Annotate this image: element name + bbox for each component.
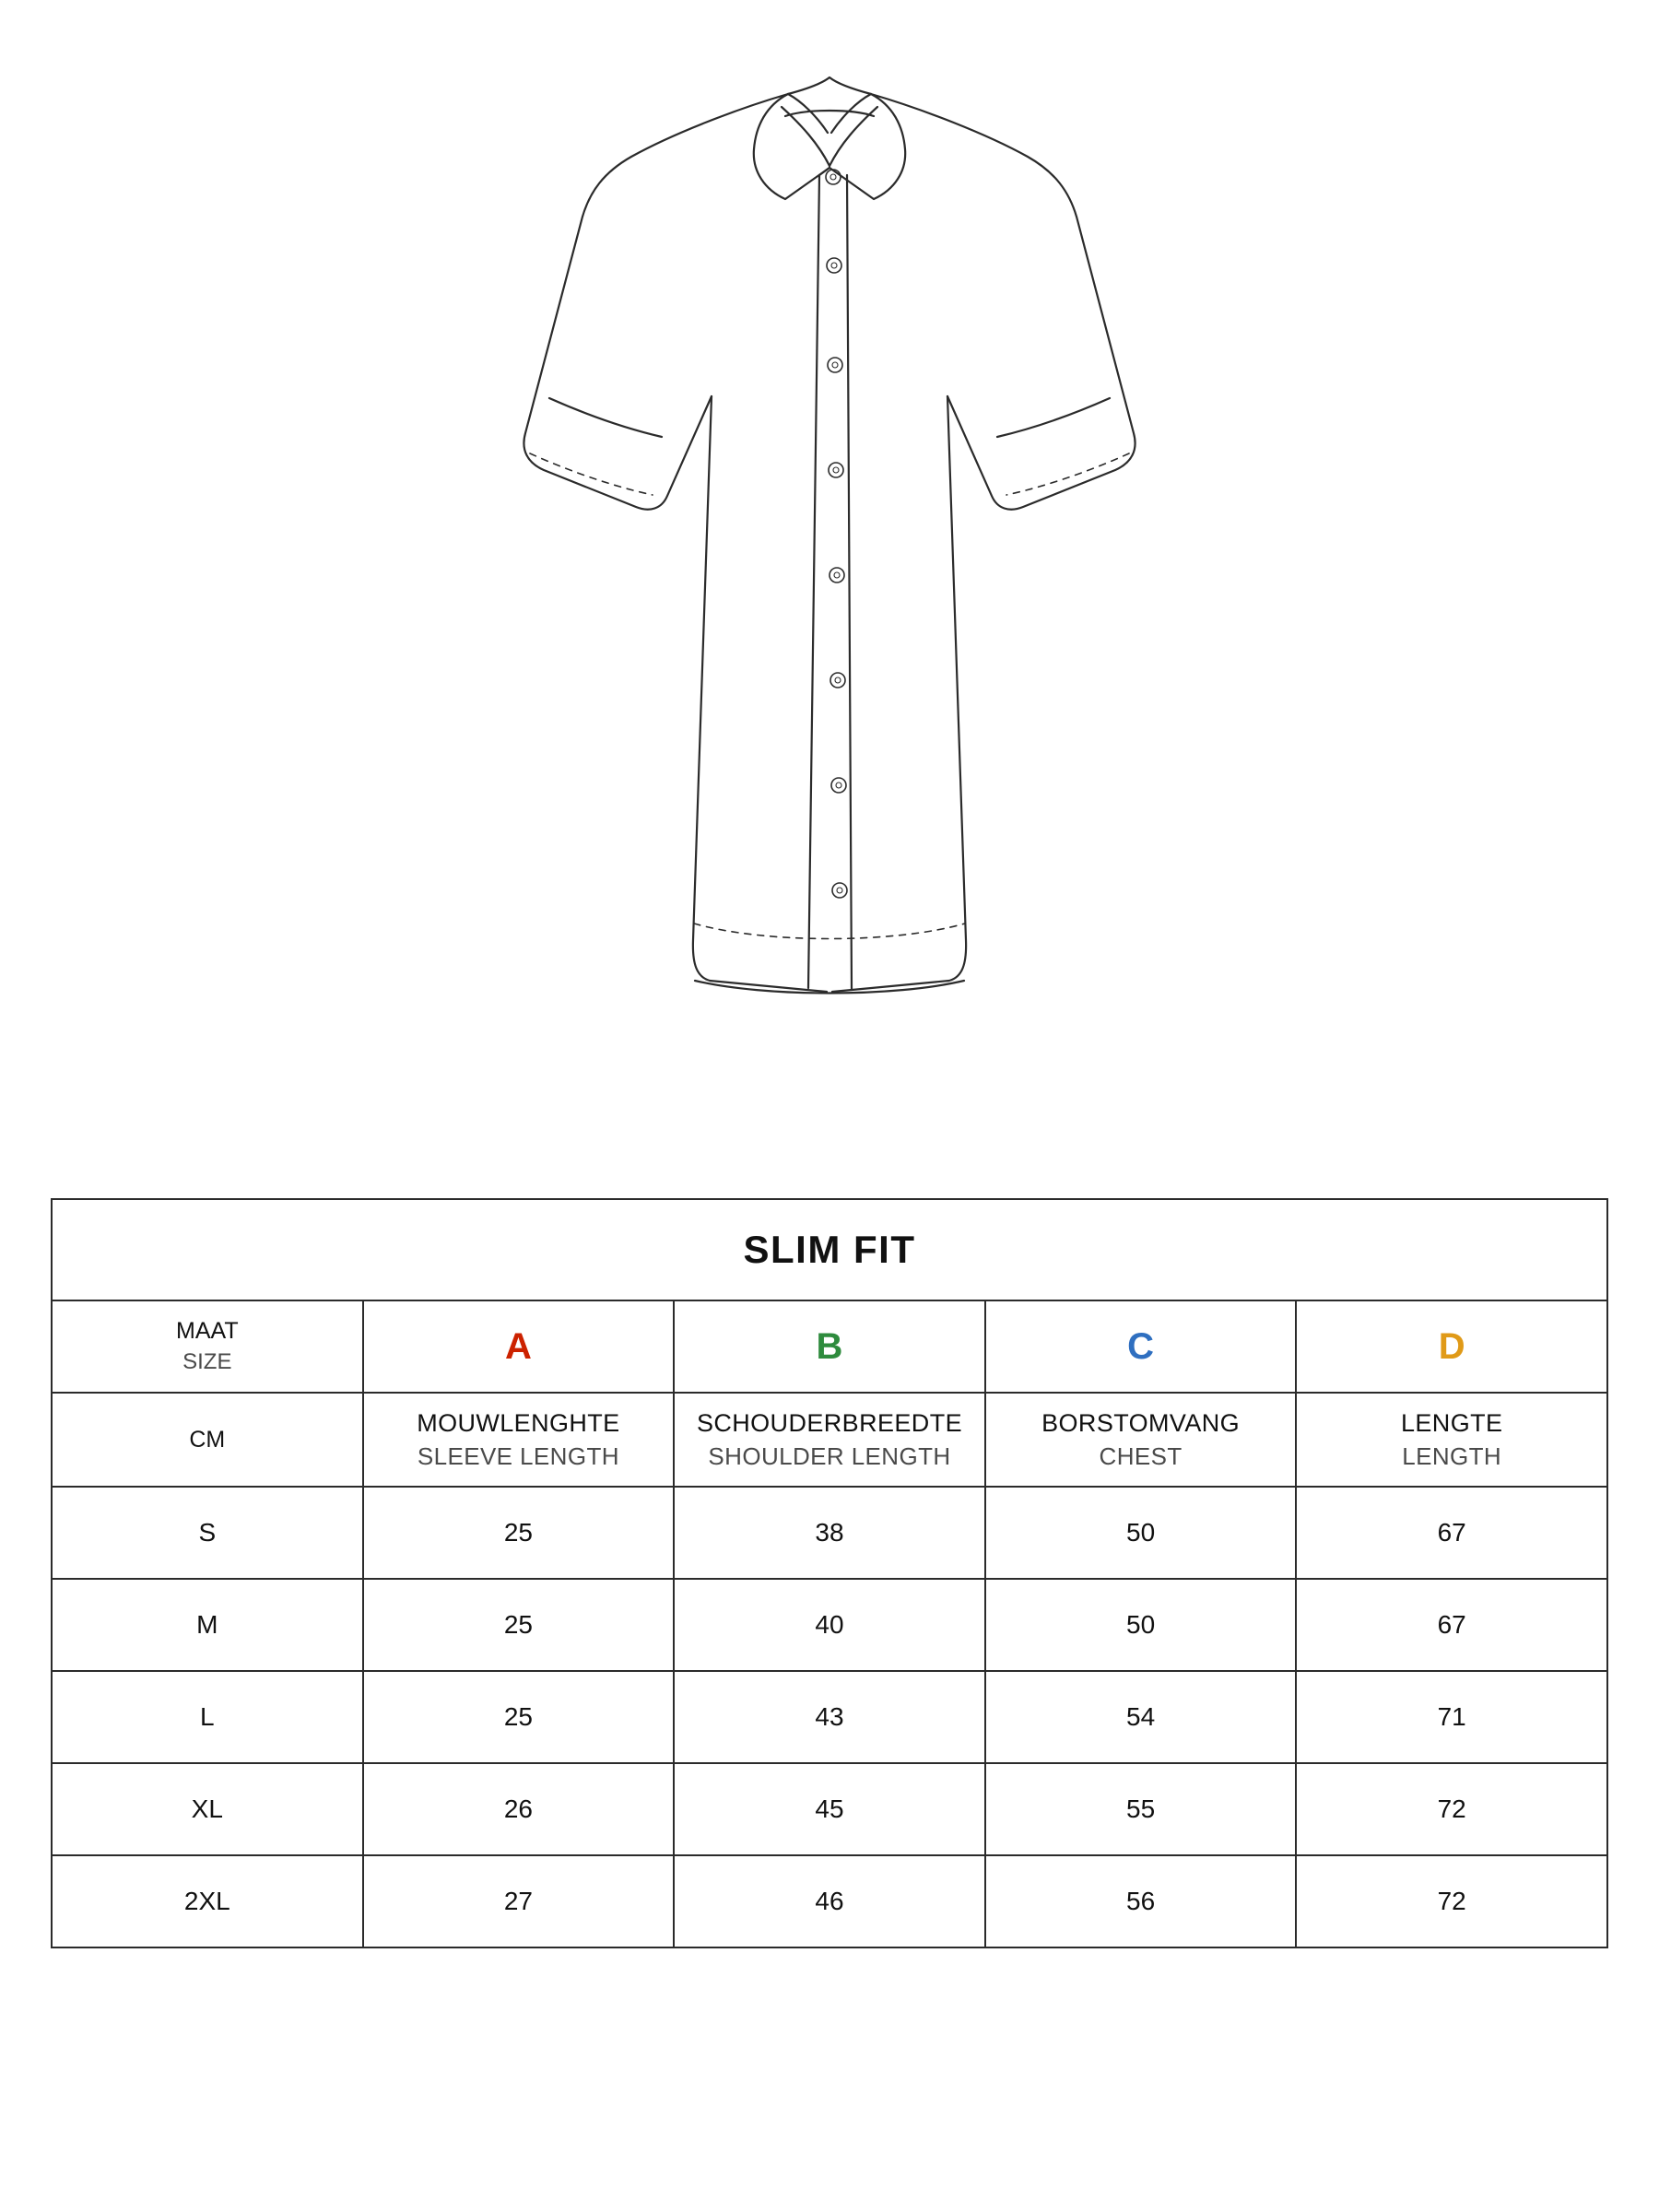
cell-length: 72 xyxy=(1296,1855,1607,1947)
table-measure-row xyxy=(52,1393,1607,1487)
column-name-b-en: SHOULDER LENGTH xyxy=(708,1441,951,1470)
column-name-a-en: SLEEVE LENGTH xyxy=(417,1441,619,1470)
table-letter-row xyxy=(52,1300,1607,1393)
column-letter-d: D xyxy=(1296,1300,1607,1393)
cell-length: 67 xyxy=(1296,1579,1607,1671)
column-name-c-nl: BORSTOMVANG xyxy=(1041,1409,1241,1438)
column-letter-c: C xyxy=(985,1300,1297,1393)
column-name-d-en: LENGTH xyxy=(1402,1441,1502,1470)
cell-chest: 50 xyxy=(985,1487,1297,1579)
cell-sleeve-length: 27 xyxy=(363,1855,675,1947)
table-title: SLIM FIT xyxy=(52,1199,1607,1300)
cell-shoulder-length: 43 xyxy=(674,1671,985,1763)
row-size-label: 2XL xyxy=(52,1855,363,1947)
row-size-label: L xyxy=(52,1671,363,1763)
column-name-c-en: CHEST xyxy=(1099,1441,1182,1470)
table-title-row xyxy=(52,1199,1607,1300)
cell-shoulder-length: 45 xyxy=(674,1763,985,1855)
size-header-en: SIZE xyxy=(182,1348,232,1374)
cell-chest: 50 xyxy=(985,1579,1297,1671)
cell-length: 71 xyxy=(1296,1671,1607,1763)
cell-length: 72 xyxy=(1296,1763,1607,1855)
column-letter-b: B xyxy=(674,1300,985,1393)
column-name-c xyxy=(985,1393,1297,1487)
table-row xyxy=(52,1671,1607,1763)
cell-chest: 54 xyxy=(985,1671,1297,1763)
row-size-label: S xyxy=(52,1487,363,1579)
shirt-illustration-container xyxy=(0,37,1659,1198)
cell-chest: 55 xyxy=(985,1763,1297,1855)
table-row xyxy=(52,1763,1607,1855)
size-header-cell xyxy=(52,1300,363,1393)
size-table-container xyxy=(46,1198,1613,1948)
unit-cell: CM xyxy=(52,1393,363,1487)
cell-shoulder-length: 38 xyxy=(674,1487,985,1579)
row-size-label: M xyxy=(52,1579,363,1671)
table-row xyxy=(52,1579,1607,1671)
column-name-d-nl: LENGTE xyxy=(1400,1409,1503,1438)
cell-shoulder-length: 40 xyxy=(674,1579,985,1671)
column-name-b-nl: SCHOUDERBREEDTE xyxy=(696,1409,962,1438)
shirt-icon xyxy=(369,37,1290,1189)
row-size-label: XL xyxy=(52,1763,363,1855)
table-row xyxy=(52,1487,1607,1579)
table-row xyxy=(52,1855,1607,1947)
cell-sleeve-length: 25 xyxy=(363,1579,675,1671)
cell-sleeve-length: 26 xyxy=(363,1763,675,1855)
column-letter-a: A xyxy=(363,1300,675,1393)
column-name-d xyxy=(1296,1393,1607,1487)
cell-sleeve-length: 25 xyxy=(363,1671,675,1763)
size-table xyxy=(51,1198,1608,1948)
size-header-nl: MAAT xyxy=(176,1317,239,1344)
cell-sleeve-length: 25 xyxy=(363,1487,675,1579)
column-name-a xyxy=(363,1393,675,1487)
column-name-b xyxy=(674,1393,985,1487)
cell-length: 67 xyxy=(1296,1487,1607,1579)
cell-shoulder-length: 46 xyxy=(674,1855,985,1947)
column-name-a-nl: MOUWLENGHTE xyxy=(417,1409,620,1438)
cell-chest: 56 xyxy=(985,1855,1297,1947)
